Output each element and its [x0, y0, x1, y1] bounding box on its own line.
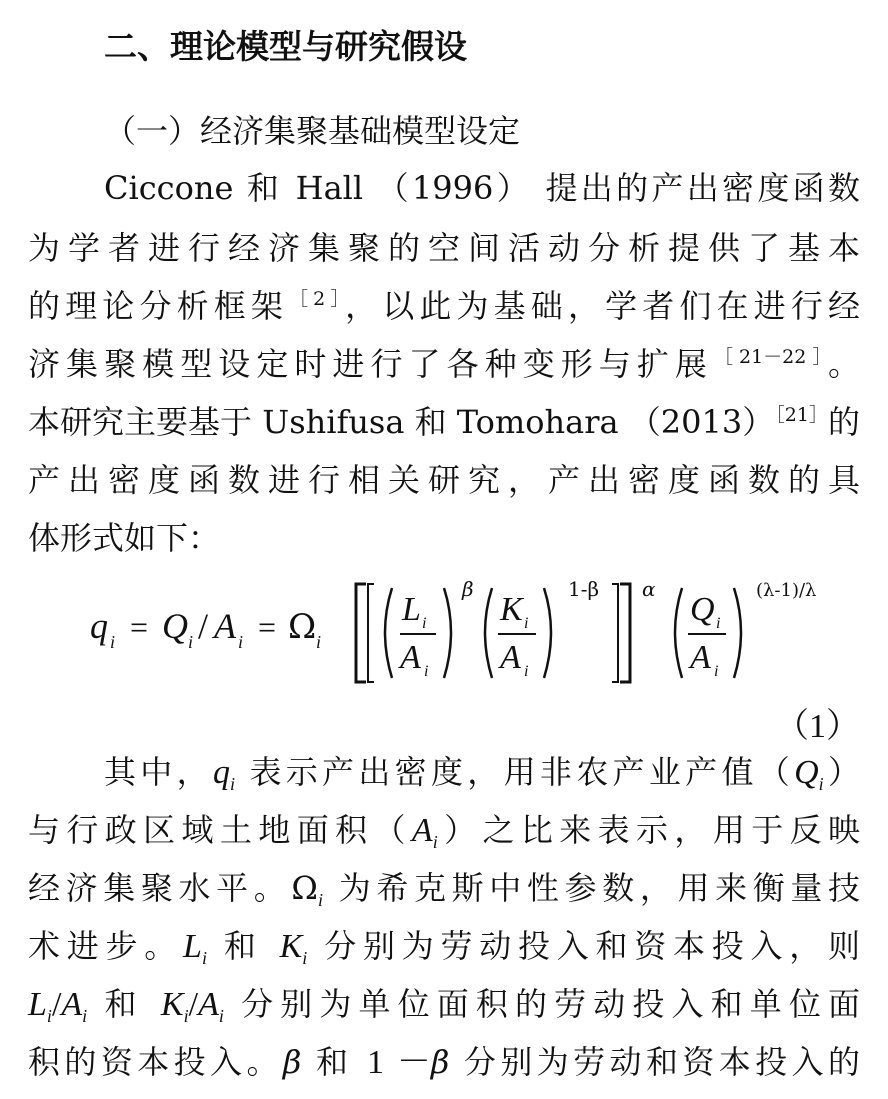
citation-ref-21-22: ［21－22］: [713, 346, 828, 369]
formula-outer-bracket-right-inner: [612, 584, 618, 682]
para1-line6: [28, 461, 860, 499]
para2-line4-text-b: 和: [223, 927, 263, 965]
formula-sub-i-6: i: [424, 663, 429, 680]
para2-line1-text-c: ）: [823, 753, 860, 791]
para2-line4-text-c: 分别为劳动投入和资本投入，则: [324, 927, 861, 965]
formula-exp-1-beta: 1-β: [568, 577, 600, 601]
formula-outer-bracket-left: [356, 584, 366, 682]
para1-line5: [28, 403, 860, 441]
para2-line3: [28, 869, 860, 910]
para1-line4: [28, 345, 860, 383]
para2-line6-text-d: 分别为劳动和资本投入的: [463, 1043, 860, 1081]
formula-exp-alpha: α: [642, 577, 656, 601]
symbol-slash: /: [51, 986, 62, 1023]
formula-slash: /: [198, 606, 209, 646]
formula-sub-i-2: i: [188, 632, 194, 652]
symbol-K: K: [160, 986, 184, 1023]
section-heading: 二、理论模型与研究假设: [104, 27, 467, 66]
formula-outer-bracket-left-inner: [368, 584, 374, 682]
para2-line3-text-a: 经济集聚水平。: [28, 869, 292, 907]
symbol-L: L: [28, 986, 47, 1023]
formula-outer-bracket-right: [620, 584, 630, 682]
para2-line2: [28, 811, 860, 852]
para2-line4-text-a: 术进步。: [28, 927, 184, 965]
formula-sub-i-8: i: [524, 663, 529, 680]
para2-line5: [28, 985, 860, 1026]
para2-line5-text-b: 分别为单位面积的劳动投入和单位面: [241, 985, 860, 1023]
symbol-slash: /: [188, 986, 199, 1023]
citation-ref-21: ［21］: [775, 404, 828, 427]
para1-line5-text-b: 的: [827, 403, 860, 441]
formula-paren-right-2: [544, 588, 551, 678]
formula-sub-i-10: i: [714, 663, 719, 680]
formula-paren-right-3: [734, 588, 741, 678]
formula-L: L: [402, 591, 421, 628]
para1-line3: [28, 287, 860, 325]
para1-line2: [28, 229, 860, 267]
formula-paren-left-2: [485, 588, 492, 678]
symbol-A: A: [61, 986, 83, 1023]
formula-eq-1: =: [130, 609, 149, 645]
symbol-one-minus: 1 －: [366, 1044, 431, 1081]
formula-sub-i-4: i: [316, 632, 322, 652]
para1-line3-text-a: 的理论分析框架: [28, 287, 289, 325]
para2-line6: [28, 1043, 860, 1081]
symbol-Omega: Ω: [291, 869, 318, 907]
symbol-sub-i: i: [82, 1006, 88, 1026]
formula-A-den-2: A: [500, 639, 521, 676]
para1-line6-text: 产出密度函数进行相关研究，产出密度函数的具: [28, 461, 860, 499]
formula-Q-num: Q: [690, 591, 715, 628]
symbol-sub-i: i: [183, 1006, 189, 1026]
para2-line1-text-a: 其中，: [104, 753, 213, 791]
para2-line1: [104, 753, 860, 794]
para1-line1-text: Ciccone 和 Hall （1996） 提出的产出密度函数: [104, 169, 860, 207]
symbol-q: q: [212, 754, 230, 791]
formula-Q: Q: [162, 606, 188, 646]
symbol-sub-i: i: [818, 774, 824, 794]
symbol-A: A: [411, 812, 433, 849]
symbol-sub-i: i: [229, 774, 235, 794]
formula-paren-right-1: [444, 588, 451, 678]
formula-sub-i-5: i: [422, 615, 427, 632]
symbol-L: L: [183, 928, 202, 965]
para1-line2-text: 为学者进行经济集聚的空间活动分析提供了基本: [28, 229, 860, 267]
formula-paren-left-1: [385, 588, 392, 678]
para1-line7: [28, 519, 860, 557]
para2-line4: [28, 927, 861, 968]
para1-line4-text-b: 。: [827, 345, 860, 383]
symbol-K: K: [279, 928, 303, 965]
symbol-sub-i: i: [432, 832, 438, 852]
symbol-sub-i: i: [218, 1006, 224, 1026]
equation-number: （1）: [775, 708, 860, 745]
para1-line3-text-b: ，以此为基础，学者们在进行经: [345, 287, 860, 325]
formula-exp-beta: β: [462, 577, 474, 601]
para2-line2-text-b: ）之比来表示，用于反映: [437, 811, 860, 849]
formula-A-den-1: A: [400, 639, 421, 676]
para2-line1-text-b: 表示产出密度，用非农产业产值（: [249, 753, 795, 791]
subsection-heading: （一）经济集聚基础模型设定: [104, 112, 521, 150]
symbol-sub-i: i: [302, 948, 308, 968]
para1-line7-text: 体形式如下：: [28, 519, 221, 557]
symbol-beta: β: [282, 1043, 302, 1081]
formula-omega: Ω: [288, 607, 317, 647]
formula-lhs-q: q: [90, 606, 108, 646]
symbol-Q: Q: [794, 754, 819, 791]
formula-sub-i-1: i: [110, 632, 116, 652]
formula-A-den-3: A: [690, 639, 711, 676]
symbol-sub-i: i: [317, 890, 323, 910]
formula-paren-left-3: [675, 588, 682, 678]
formula-A: A: [214, 606, 236, 646]
formula-sub-i-9: i: [716, 615, 721, 632]
para2-line6-text-b: 和: [315, 1043, 353, 1081]
formula-output-density: [90, 570, 870, 690]
symbol-sub-i: i: [201, 948, 207, 968]
formula-K: K: [500, 591, 523, 628]
formula-eq-2: =: [258, 609, 277, 645]
para1-line4-text-a: 济集聚模型设定时进行了各种变形与扩展: [28, 345, 713, 383]
symbol-A: A: [198, 986, 219, 1023]
para2-line5-text-a: 和: [104, 985, 144, 1023]
citation-ref-2: ［2］: [289, 288, 346, 311]
para2-line6-text-a: 积的资本投入。: [28, 1043, 283, 1081]
symbol-sub-i: i: [46, 1006, 52, 1026]
formula-sub-i-7: i: [524, 615, 529, 632]
para1-line5-text-a: 本研究主要基于 Ushifusa 和 Tomohara （2013）: [28, 403, 775, 441]
symbol-beta: β: [430, 1043, 450, 1081]
para2-line2-text-a: 与行政区域土地面积（: [28, 811, 412, 849]
formula-exp-lambda: (λ-1)/λ: [756, 580, 817, 601]
para2-line3-text-b: 为希克斯中性参数，用来衡量技: [338, 869, 860, 907]
para1-line1: [104, 169, 860, 207]
formula-sub-i-3: i: [238, 632, 244, 652]
